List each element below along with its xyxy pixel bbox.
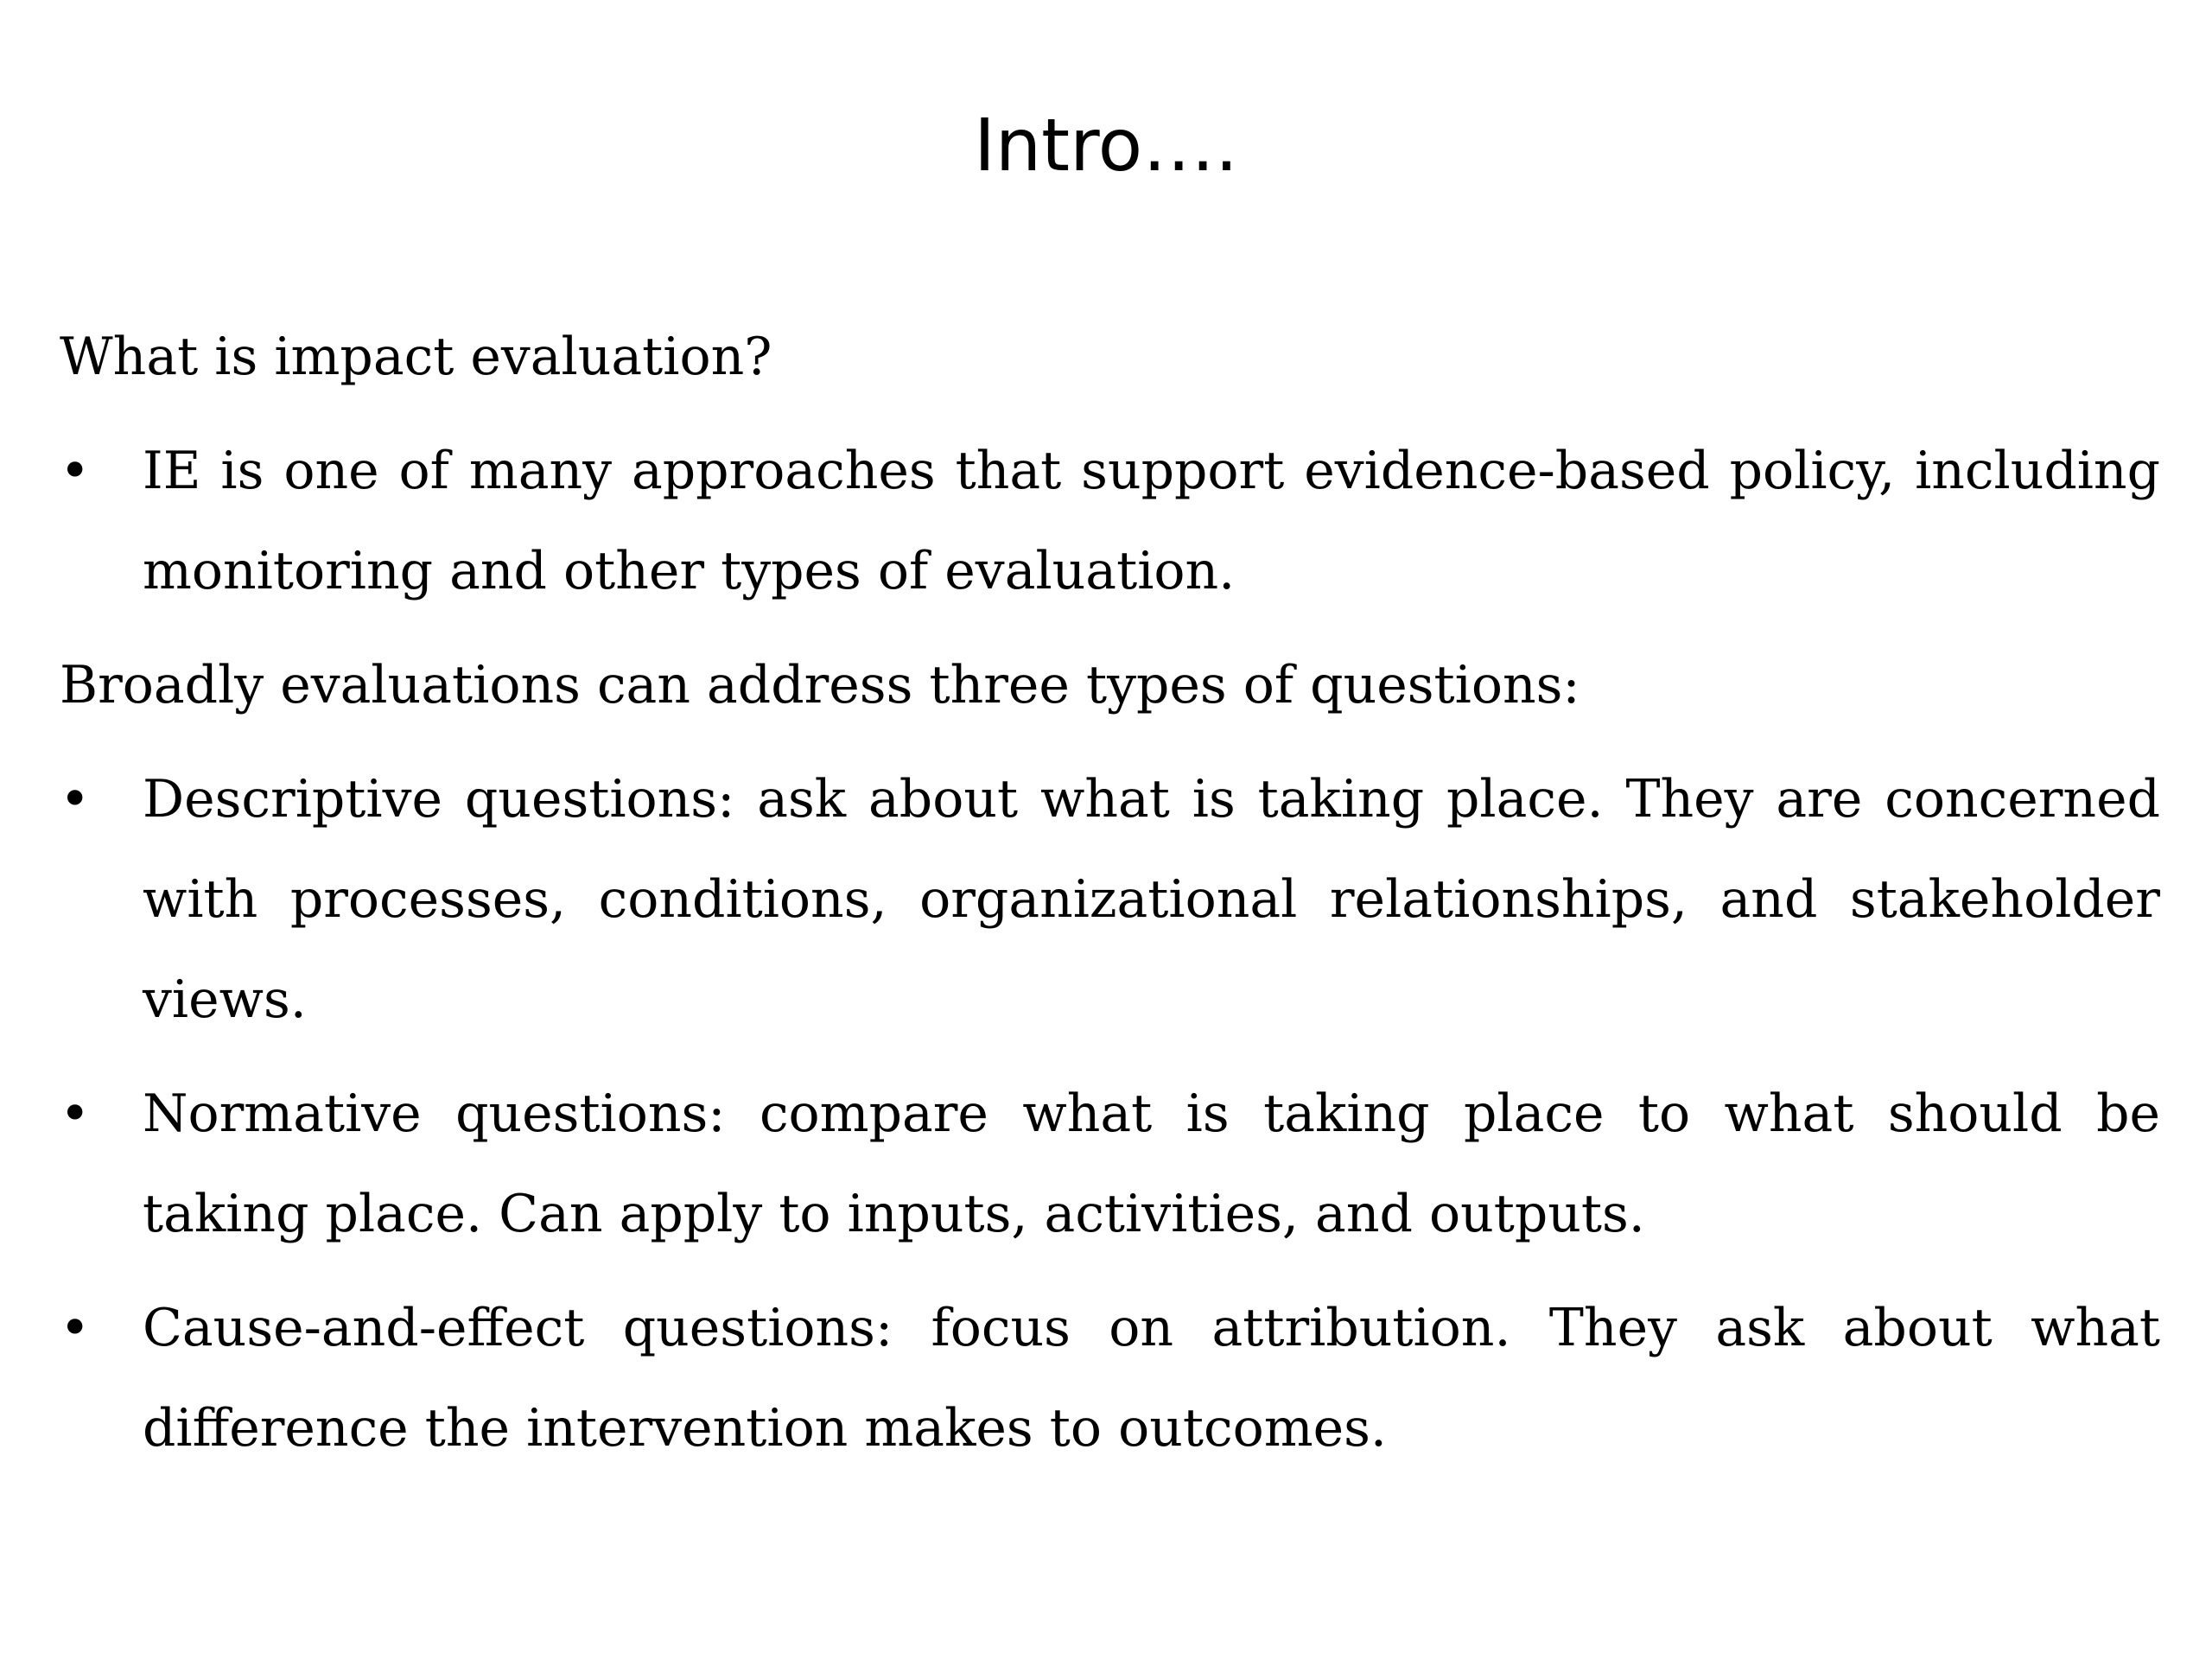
bullet-text: Cause-and-effect questions: focus on attribution. They ask about what difference the intervention makes to outcomes.: [143, 1298, 2160, 1459]
slide-body: [60, 307, 2160, 1492]
question-types-heading: Broadly evaluations can address three types of questions:: [60, 655, 1580, 715]
slide-title: Intro….: [974, 103, 1238, 188]
bullet-item-ie-definition: [60, 421, 2160, 621]
bullet-text: IE is one of many approaches that support evidence-based policy, including monitoring and other types of evaluation.: [143, 441, 2160, 601]
intro-question: What is impact evaluation?: [60, 327, 772, 387]
bullet-item-cause-and-effect: [60, 1278, 2160, 1478]
bullet-icon: •: [60, 1084, 91, 1144]
bullet-icon: •: [60, 769, 91, 830]
bullet-item-descriptive: [60, 749, 2160, 1050]
bullet-item-normative: [60, 1064, 2160, 1264]
bullet-text: Normative questions: compare what is taking place to what should be taking place. Can apply to inputs, activities, and outputs.: [143, 1084, 2160, 1244]
bullet-icon: •: [60, 1298, 91, 1358]
bullet-text: Descriptive questions: ask about what is taking place. They are concerned with processes, conditions, organizational relationships, and stakeholder views.: [143, 769, 2160, 1030]
bullet-icon: •: [60, 441, 91, 501]
